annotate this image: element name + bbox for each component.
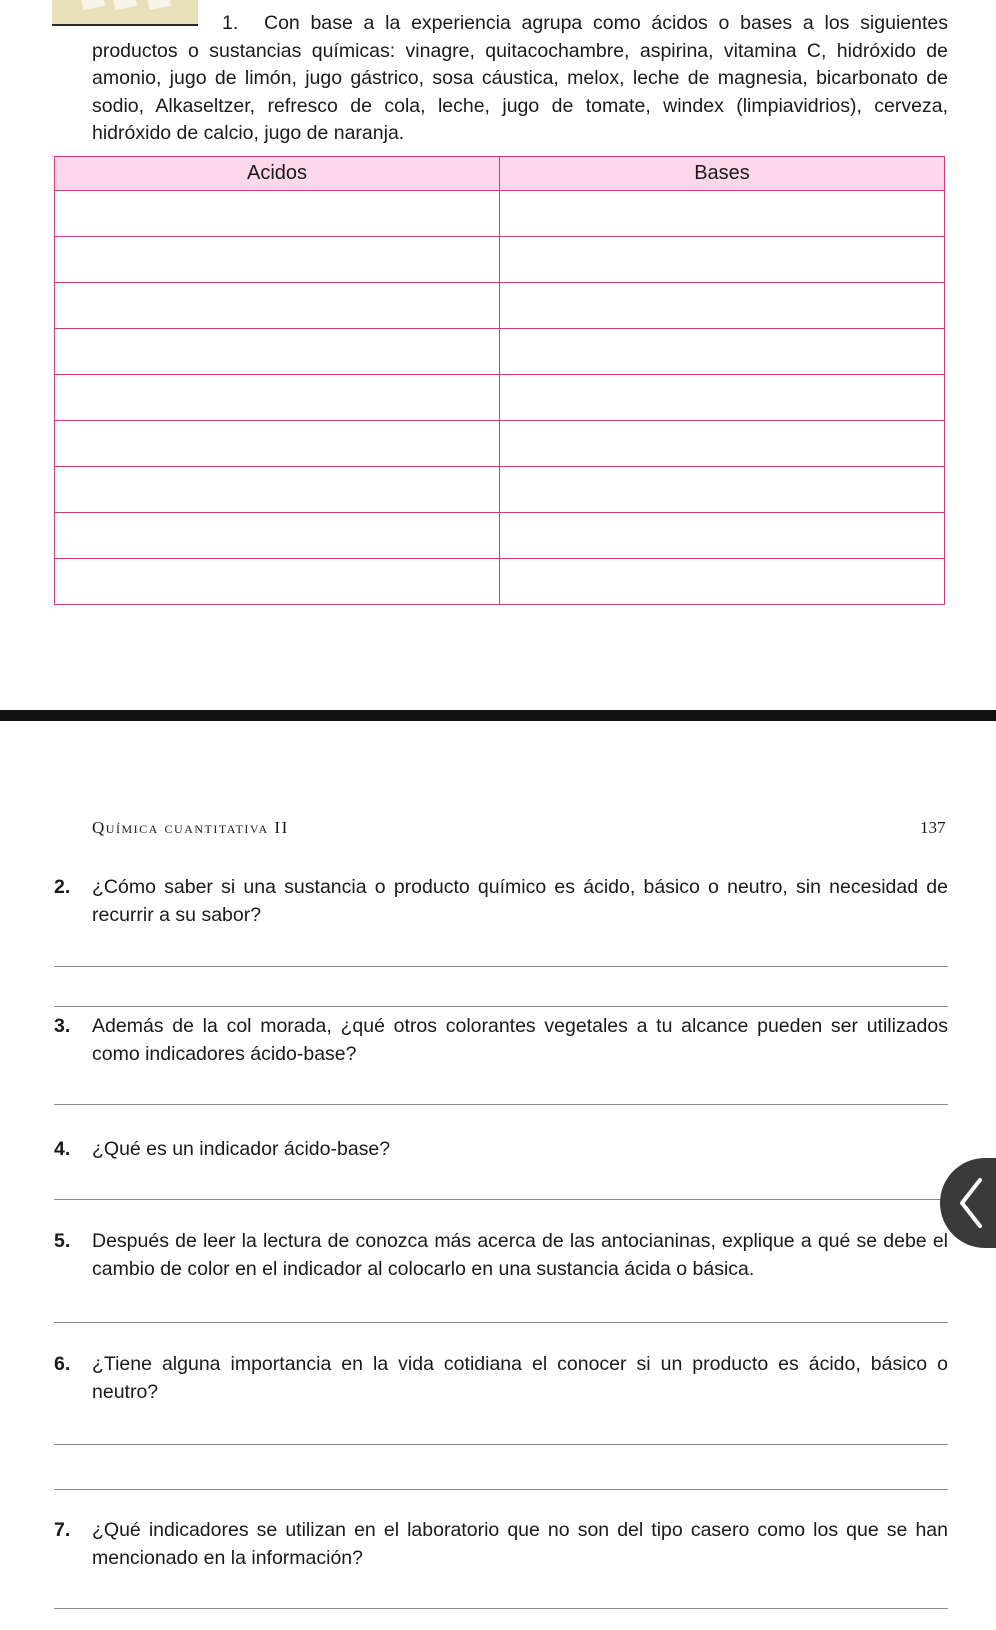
question-text: Después de leer la lectura de conozca más acerca de las antocianinas, explique a qué se debe el cambio de color en el indicador al colocarlo en una sustancia ácida o básica. bbox=[92, 1230, 948, 1280]
answer-line[interactable] bbox=[54, 1489, 948, 1490]
acid-cell[interactable] bbox=[55, 375, 500, 421]
base-cell[interactable] bbox=[500, 375, 945, 421]
header-acids: Acidos bbox=[55, 157, 500, 191]
question-text: ¿Qué es un indicador ácido-base? bbox=[92, 1138, 391, 1160]
base-cell[interactable] bbox=[500, 559, 945, 605]
question-5 bbox=[54, 1228, 948, 1283]
table-row bbox=[55, 467, 945, 513]
base-cell[interactable] bbox=[500, 513, 945, 559]
answer-line[interactable] bbox=[54, 1322, 948, 1323]
acid-cell[interactable] bbox=[55, 329, 500, 375]
header-bases: Bases bbox=[500, 157, 945, 191]
table-row bbox=[55, 421, 945, 467]
answer-line[interactable] bbox=[54, 1608, 948, 1609]
base-cell[interactable] bbox=[500, 467, 945, 513]
question-text: ¿Qué indicadores se utilizan en el laboratorio que no son del tipo casero como los que se han mencionado en la información? bbox=[92, 1519, 948, 1569]
table-row bbox=[55, 283, 945, 329]
question-3 bbox=[54, 1013, 948, 1068]
question-1-text: Con base a la experiencia agrupa como ácidos o bases a los siguientes productos o sustancias químicas: vinagre, quitacochambre, aspirina, vitamina C, hidróxido de amonio, jugo de limón, jugo gástrico, sosa cáustica, melox, leche de magnesia, bicarbonato de sodio, Alkaseltzer, refresco de cola, leche, jugo de tomate, windex (limpiavidrios), cerveza, hidróxido de calcio, jugo de naranja. bbox=[92, 12, 948, 144]
question-number: 6. bbox=[54, 1353, 71, 1375]
answer-line[interactable] bbox=[54, 1199, 948, 1200]
page-separator bbox=[0, 710, 996, 721]
question-6 bbox=[54, 1351, 948, 1406]
acid-cell[interactable] bbox=[55, 191, 500, 237]
paper-chip-shape bbox=[147, 0, 171, 10]
table-row bbox=[55, 191, 945, 237]
question-4 bbox=[54, 1136, 948, 1164]
acids-bases-table bbox=[54, 156, 945, 605]
base-cell[interactable] bbox=[500, 283, 945, 329]
question-7 bbox=[54, 1517, 948, 1572]
answer-line[interactable] bbox=[54, 1104, 948, 1105]
question-1-number: 1. bbox=[222, 12, 239, 34]
chevron-left-icon bbox=[958, 1176, 988, 1230]
base-cell[interactable] bbox=[500, 421, 945, 467]
table-row bbox=[55, 375, 945, 421]
acid-cell[interactable] bbox=[55, 421, 500, 467]
acid-cell[interactable] bbox=[55, 283, 500, 329]
question-number: 4. bbox=[54, 1138, 71, 1160]
table-row bbox=[55, 329, 945, 375]
question-number: 5. bbox=[54, 1230, 71, 1252]
paper-chip-shape bbox=[81, 0, 105, 10]
base-cell[interactable] bbox=[500, 237, 945, 283]
question-number: 3. bbox=[54, 1015, 71, 1037]
acid-cell[interactable] bbox=[55, 513, 500, 559]
table-row bbox=[55, 559, 945, 605]
acid-cell[interactable] bbox=[55, 237, 500, 283]
question-number: 2. bbox=[54, 876, 71, 898]
base-cell[interactable] bbox=[500, 191, 945, 237]
acid-cell[interactable] bbox=[55, 559, 500, 605]
acid-cell[interactable] bbox=[55, 467, 500, 513]
question-text: ¿Cómo saber si una sustancia o producto químico es ácido, básico o neutro, sin necesidad de recurrir a su sabor? bbox=[92, 876, 948, 926]
answer-line[interactable] bbox=[54, 966, 948, 967]
table-row bbox=[55, 513, 945, 559]
answer-line[interactable] bbox=[54, 1006, 948, 1007]
running-head: Química cuantitativa II bbox=[92, 818, 289, 837]
page-number: 137 bbox=[920, 818, 946, 837]
question-text: ¿Tiene alguna importancia en la vida cotidiana el conocer si un producto es ácido, básico o neutro? bbox=[92, 1353, 948, 1403]
base-cell[interactable] bbox=[500, 329, 945, 375]
question-1 bbox=[92, 10, 948, 148]
question-2 bbox=[54, 874, 948, 929]
paper-chip-shape bbox=[113, 0, 137, 10]
collapse-panel-button[interactable] bbox=[940, 1158, 996, 1248]
table-header-row bbox=[55, 157, 945, 191]
question-text: Además de la col morada, ¿qué otros colorantes vegetales a tu alcance pueden ser utilizados como indicadores ácido-base? bbox=[92, 1015, 948, 1065]
table-row bbox=[55, 237, 945, 283]
answer-line[interactable] bbox=[54, 1444, 948, 1445]
question-number: 7. bbox=[54, 1519, 71, 1541]
